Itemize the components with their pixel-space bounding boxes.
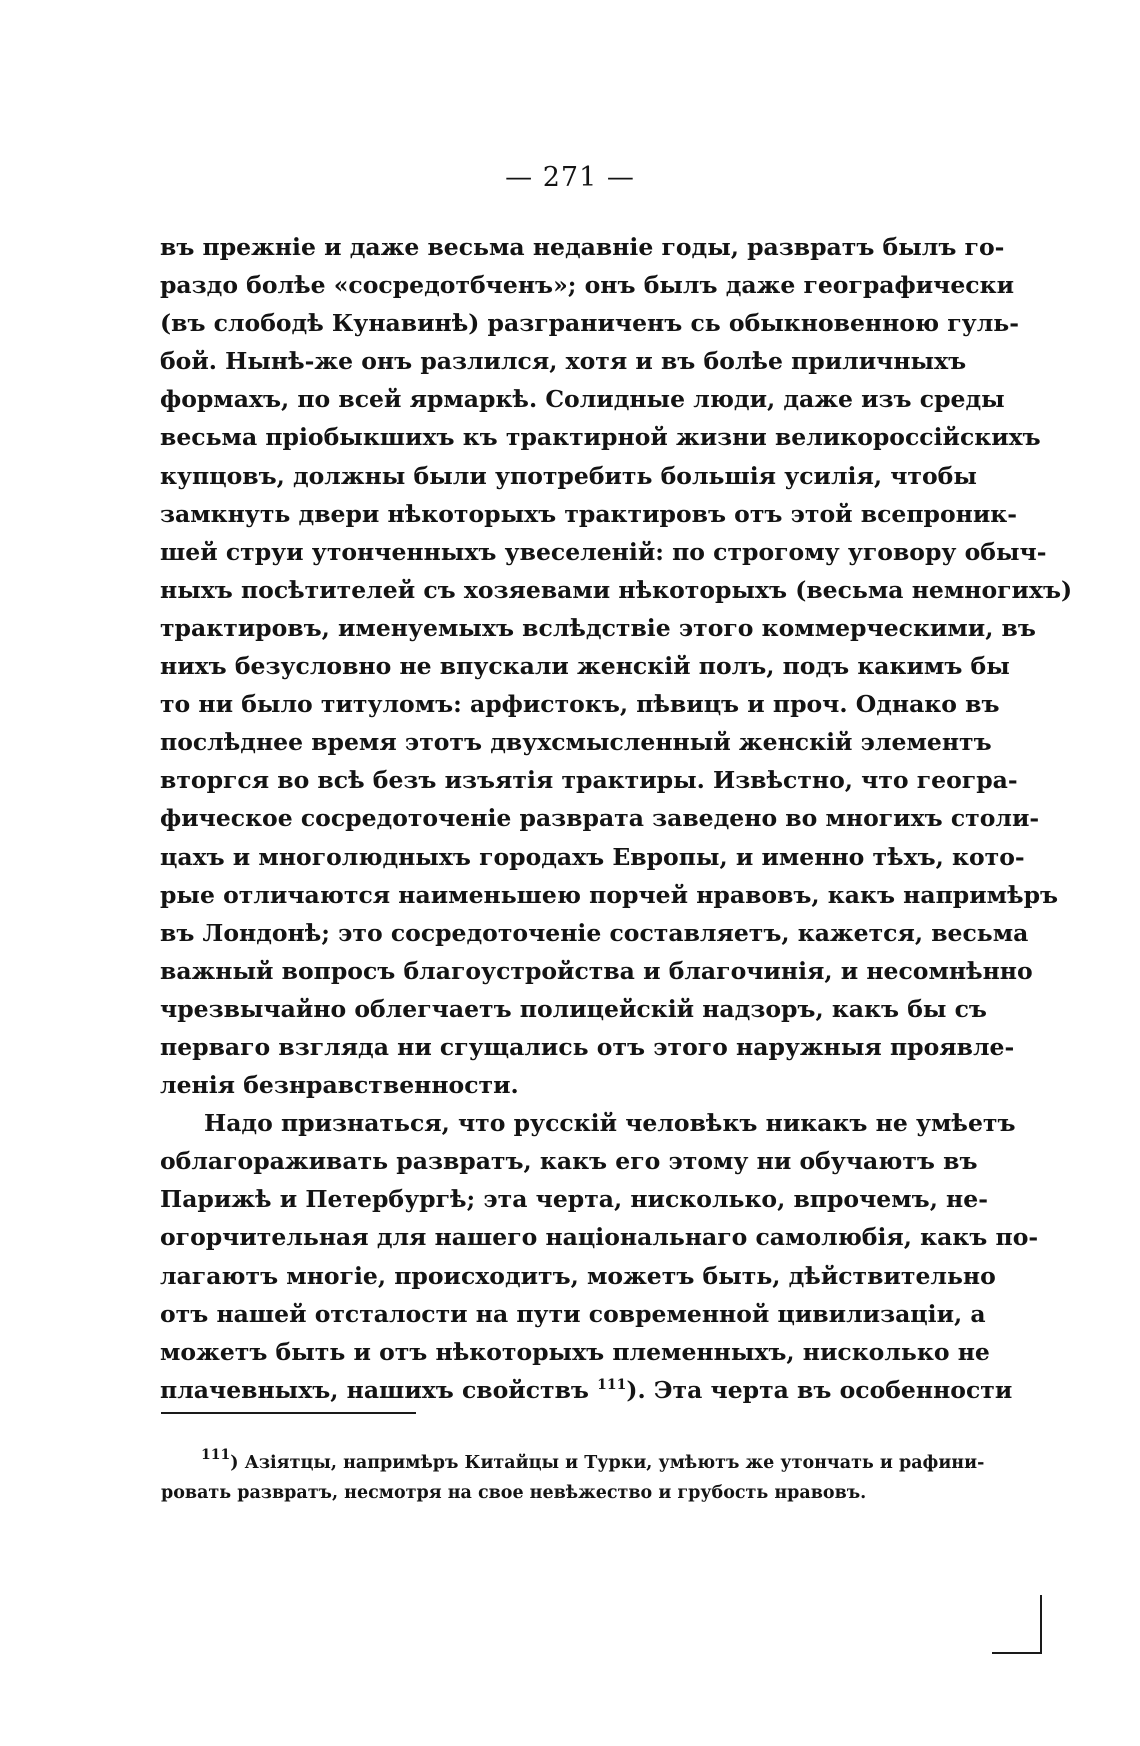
footnote [161,1447,985,1508]
text-line: цахъ и многолюдныхъ городахъ Европы, и именно тѣхъ, кото- [160,842,1025,871]
text-line: купцовъ, должны были употребить большія усилія, чтобы [160,461,977,490]
printer-corner-mark [992,1652,1042,1654]
text-line: въ Лондонѣ; это сосредоточеніе составляетъ, кажется, весьма [160,918,1029,947]
footnote-text: ) Азіятцы, напримѣръ Китайцы и Турки, умѣютъ же утончать и рафини- [230,1453,985,1473]
text-line: бой. Нынѣ-же онъ разлился, хотя и въ болѣе приличныхъ [160,347,967,376]
text-segment: плачевныхъ, нашихъ свойствъ [160,1375,589,1404]
text-segment: ). Эта черта въ особенности [626,1375,1013,1404]
text-line: важный вопросъ благоустройства и благочинія, и несомнѣнно [160,956,1033,985]
text-line: отъ нашей отсталости на пути современной цивилизаціи, а [160,1299,986,1328]
text-line: Парижѣ и Петербургѣ; эта черта, нисколько, впрочемъ, не- [160,1185,988,1214]
text-line: шей струи утонченныхъ увеселеній: по строгому уговору обыч- [160,537,1047,566]
text-line: замкнуть двери нѣкоторыхъ трактировъ отъ этой всепроник- [160,499,1018,528]
text-line: формахъ, по всей ярмаркѣ. Солидные люди, даже изъ среды [160,385,1005,414]
text-line-with-footnote-ref [160,1371,1013,1409]
text-line: лагаютъ многіе, происходитъ, можетъ быть, дѣйствительно [160,1261,996,1290]
page-number: — 271 — [505,162,635,193]
footnote-line: ровать развратъ, несмотря на свое невѣжество и грубость нравовъ. [161,1483,867,1503]
text-line: перваго взгляда ни сгущались отъ этого наружныя проявле- [160,1032,1015,1061]
text-line: послѣднее время этотъ двухсмысленный женскій элементъ [160,728,992,757]
text-line: трактировъ, именуемыхъ вслѣдствіе этого коммерческими, въ [160,613,1036,642]
text-line: рые отличаются наименьшею порчей нравовъ, какъ напримѣръ [160,880,1059,909]
text-line: огорчительная для нашего національнаго самолюбія, какъ по- [160,1223,1039,1252]
text-line: весьма пріобыкшихъ къ трактирной жизни великороссійскихъ [160,423,1041,452]
text-line: ныхъ посѣтителей съ хозяевами нѣкоторыхъ (весьма немногихъ) [160,575,1073,604]
paragraph-start-line: Надо признаться, что русскій человѣкъ никакъ не умѣетъ [204,1109,1016,1138]
text-line: облагораживать развратъ, какъ его этому ни обучаютъ въ [160,1147,978,1176]
printer-corner-mark [1040,1595,1042,1653]
footnote-divider [161,1412,416,1414]
text-line: въ прежніе и даже весьма недавніе годы, развратъ былъ го- [160,233,1005,261]
footnote-line [161,1447,985,1478]
main-text [160,228,1073,1409]
text-line: раздо болѣе «сосредотбченъ»; онъ былъ даже географически [160,271,1015,300]
text-line: то ни было титуломъ: арфистокъ, пѣвицъ и проч. Однако въ [160,690,1000,719]
text-line: фическое сосредоточеніе разврата заведено во многихъ столи- [160,804,1040,833]
text-line: ленія безнравственности. [160,1071,519,1100]
text-line: (въ слободѣ Кунавинѣ) разграниченъ сь обыкновенною гуль- [160,309,1020,338]
text-line: можетъ быть и отъ нѣкоторыхъ племенныхъ, нисколько не [160,1337,990,1366]
text-line: нихъ безусловно не впускали женскій полъ, подъ какимъ бы [160,652,1010,681]
text-line: вторгся во всѣ безъ изъятія трактиры. Извѣстно, что геогра- [160,766,1018,795]
footnote-number: 111 [201,1447,231,1463]
text-line: чрезвычайно облегчаетъ полицейскій надзоръ, какъ бы съ [160,994,987,1023]
footnote-reference: 111 [597,1376,627,1393]
